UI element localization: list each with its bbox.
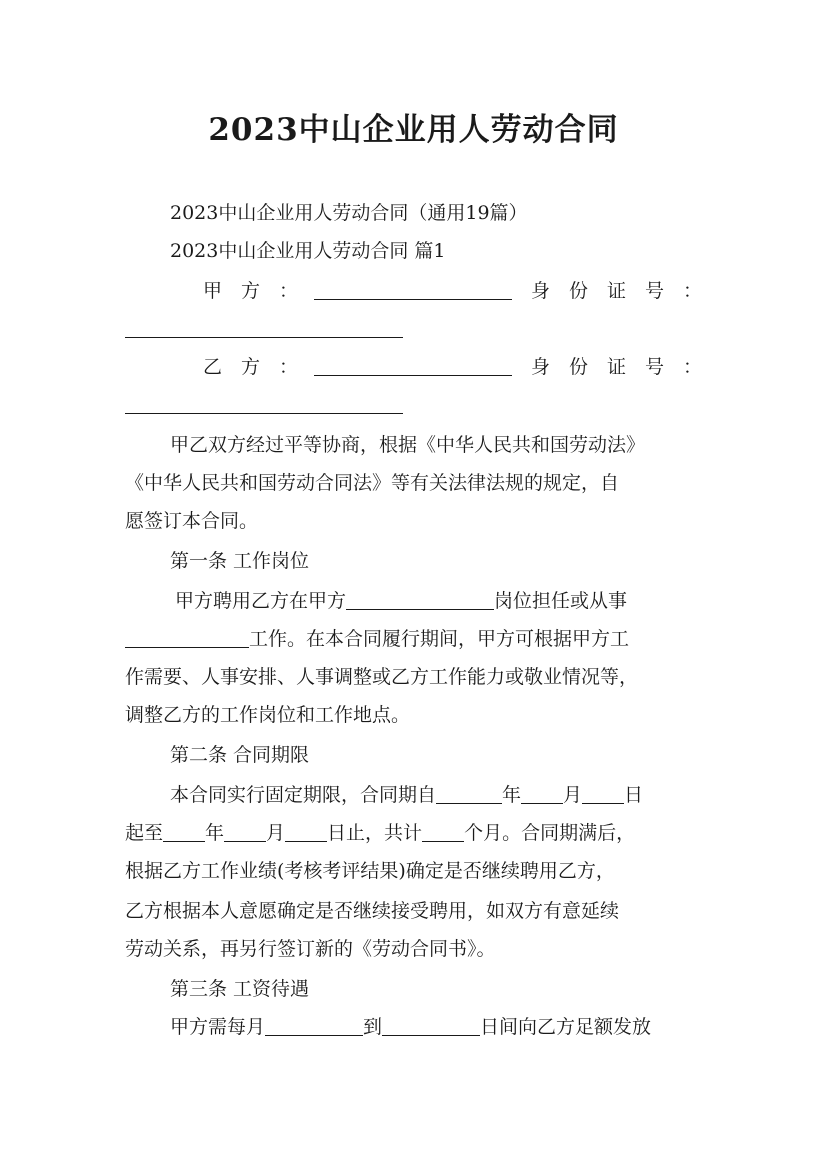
article-2-line-2: 起至 年 月 日止，共计 个月。合同期满后，	[125, 822, 636, 844]
party-b-label: 乙 方 ：	[203, 356, 299, 378]
party-b-id-blank	[125, 392, 403, 418]
party-a-label: 甲 方 ：	[203, 280, 299, 302]
part-heading: 2023中山企业用人劳动合同 篇1	[170, 240, 446, 262]
party-a-id-label: 身 份 证 号 ：	[531, 280, 703, 302]
party-a-id-blank	[125, 316, 403, 342]
party-b-name-blank	[314, 354, 512, 380]
document-title: 2023中山企业用人劳动合同	[208, 112, 619, 148]
party-b-id-label: 身 份 证 号 ：	[531, 356, 703, 378]
intro-line-3: 愿签订本合同。	[125, 510, 259, 532]
intro-line-1: 甲乙双方经过平等协商，根据《中华人民共和国劳动法》	[170, 434, 646, 456]
party-a-name-blank	[314, 278, 512, 304]
article-1-line-2: 工作。在本合同履行期间，甲方可根据甲方工	[125, 626, 629, 652]
article-2-line-4: 乙方根据本人意愿确定是否继续接受聘用，如双方有意延续	[125, 900, 620, 922]
article-1-line-1: 甲方聘用乙方在甲方 岗位担任或从事	[175, 590, 628, 612]
article-3-heading: 第三条 工资待遇	[170, 978, 310, 1000]
article-3-line-1: 甲方需每月 到 日间向乙方足额发放	[170, 1016, 652, 1038]
article-2-line-5: 劳动关系，再另行签订新的《劳动合同书》。	[125, 938, 496, 960]
intro-line-2: 《中华人民共和国劳动合同法》等有关法律法规的规定，自	[125, 472, 620, 494]
subtitle: 2023中山企业用人劳动合同（通用19篇）	[170, 202, 528, 224]
article-2-heading: 第二条 合同期限	[170, 744, 310, 766]
article-1-line-4: 调整乙方的工作岗位和工作地点。	[125, 704, 411, 726]
article-1-line-3: 作需要、人事安排、人事调整或乙方工作能力或敬业情况等，	[125, 666, 639, 688]
article-2-line-1: 本合同实行固定期限，合同期自 年 月 日	[170, 784, 644, 806]
article-2-line-3: 根据乙方工作业绩(考核考评结果)确定是否继续聘用乙方，	[125, 860, 615, 882]
article-1-heading: 第一条 工作岗位	[170, 550, 310, 572]
